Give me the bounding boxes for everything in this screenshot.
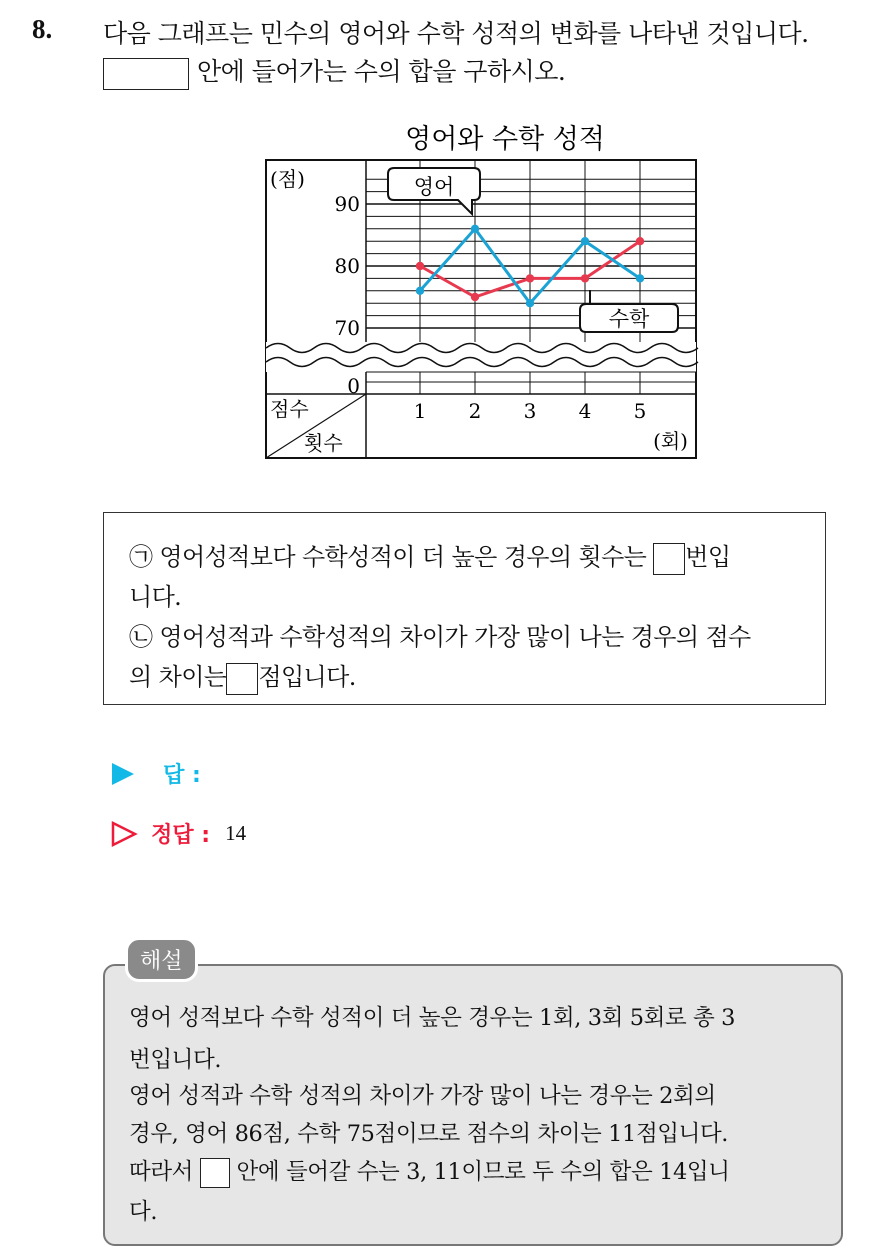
explanation-line-5 bbox=[129, 1154, 730, 1188]
x-tick-label: 1 bbox=[413, 399, 427, 423]
correct-answer-row bbox=[110, 818, 246, 849]
data-point bbox=[581, 237, 589, 245]
condition-2-line-1: ㉡ 영어성적과 수학성적의 차이가 가장 많이 나는 경우의 점수 bbox=[129, 623, 751, 651]
answer-row bbox=[110, 758, 201, 789]
question-line-2 bbox=[103, 52, 565, 90]
y-tick-label: 80 bbox=[334, 254, 360, 278]
correct-answer-value: 14 bbox=[225, 821, 247, 845]
answer-blank-box bbox=[103, 58, 189, 90]
data-point bbox=[526, 274, 534, 282]
x-tick-label: 3 bbox=[523, 399, 537, 423]
condition-1-text-b: 번입 bbox=[685, 543, 731, 571]
data-point bbox=[526, 299, 534, 307]
condition-2-text-b: 점입니다. bbox=[258, 663, 356, 691]
explanation-line-6: 다. bbox=[129, 1199, 158, 1225]
condition-2-line-2 bbox=[129, 657, 356, 695]
explanation-box bbox=[103, 964, 843, 1246]
data-point bbox=[416, 287, 424, 295]
condition-2-blank bbox=[226, 663, 258, 695]
correct-answer-label: 정답 : bbox=[151, 823, 211, 848]
y-tick-label: 90 bbox=[334, 192, 360, 216]
corner-label-round: 횟수 bbox=[304, 431, 343, 455]
legend-label-english: 영어 bbox=[413, 175, 455, 199]
condition-1-line-2: 니다. bbox=[129, 583, 182, 611]
question-number: 8. bbox=[32, 14, 53, 44]
explanation-blank bbox=[200, 1158, 230, 1188]
x-tick-label: 4 bbox=[578, 399, 592, 423]
legend-label-math: 수학 bbox=[608, 307, 650, 331]
condition-2-text-a: 의 차이는 bbox=[129, 663, 227, 691]
condition-1-blank bbox=[653, 543, 685, 575]
explanation-tag: 해설 bbox=[125, 937, 198, 982]
data-point bbox=[636, 274, 644, 282]
x-tick-label: 2 bbox=[468, 399, 482, 423]
x-axis-unit: (회) bbox=[653, 429, 688, 453]
play-triangle-icon bbox=[110, 761, 136, 787]
legend-callout-english bbox=[388, 168, 480, 214]
data-point bbox=[471, 225, 479, 233]
explanation-line-5-b: 안에 들어갈 수는 3, 11이므로 두 수의 합은 14입니 bbox=[236, 1159, 730, 1185]
legend-callout-math bbox=[580, 290, 678, 332]
y-tick-label: 0 bbox=[347, 374, 360, 398]
question-line-1: 다음 그래프는 민수의 영어와 수학 성적의 변화를 나타낸 것입니다. bbox=[103, 19, 809, 48]
x-tick-label: 5 bbox=[633, 399, 647, 423]
conditions-box bbox=[103, 512, 826, 705]
answer-label: 답 : bbox=[163, 763, 201, 788]
data-point bbox=[471, 293, 479, 301]
chart-title: 영어와 수학 성적 bbox=[405, 124, 605, 155]
data-point bbox=[636, 237, 644, 245]
explanation-line-1: 영어 성적보다 수학 성적이 더 높은 경우는 1회, 3회 5회로 총 3 bbox=[129, 1005, 736, 1031]
outline-triangle-icon bbox=[110, 820, 138, 848]
condition-1-line-1 bbox=[129, 537, 730, 575]
explanation-line-5-a: 따라서 bbox=[129, 1159, 194, 1185]
y-axis-unit: (점) bbox=[270, 167, 305, 191]
score-line-chart bbox=[260, 110, 710, 470]
y-tick-label: 70 bbox=[334, 316, 360, 340]
data-point bbox=[581, 274, 589, 282]
corner-label-score: 점수 bbox=[270, 397, 309, 421]
explanation-line-4: 경우, 영어 86점, 수학 75점이므로 점수의 차이는 11점입니다. bbox=[129, 1121, 729, 1147]
condition-1-text-a: ㉠ 영어성적보다 수학성적이 더 높은 경우의 횟수는 bbox=[129, 543, 647, 571]
question-line-2-text: 안에 들어가는 수의 합을 구하시오. bbox=[197, 57, 566, 86]
explanation-line-2: 번입니다. bbox=[129, 1047, 222, 1073]
data-point bbox=[416, 262, 424, 270]
explanation-line-3: 영어 성적과 수학 성적의 차이가 가장 많이 나는 경우는 2회의 bbox=[129, 1083, 716, 1109]
